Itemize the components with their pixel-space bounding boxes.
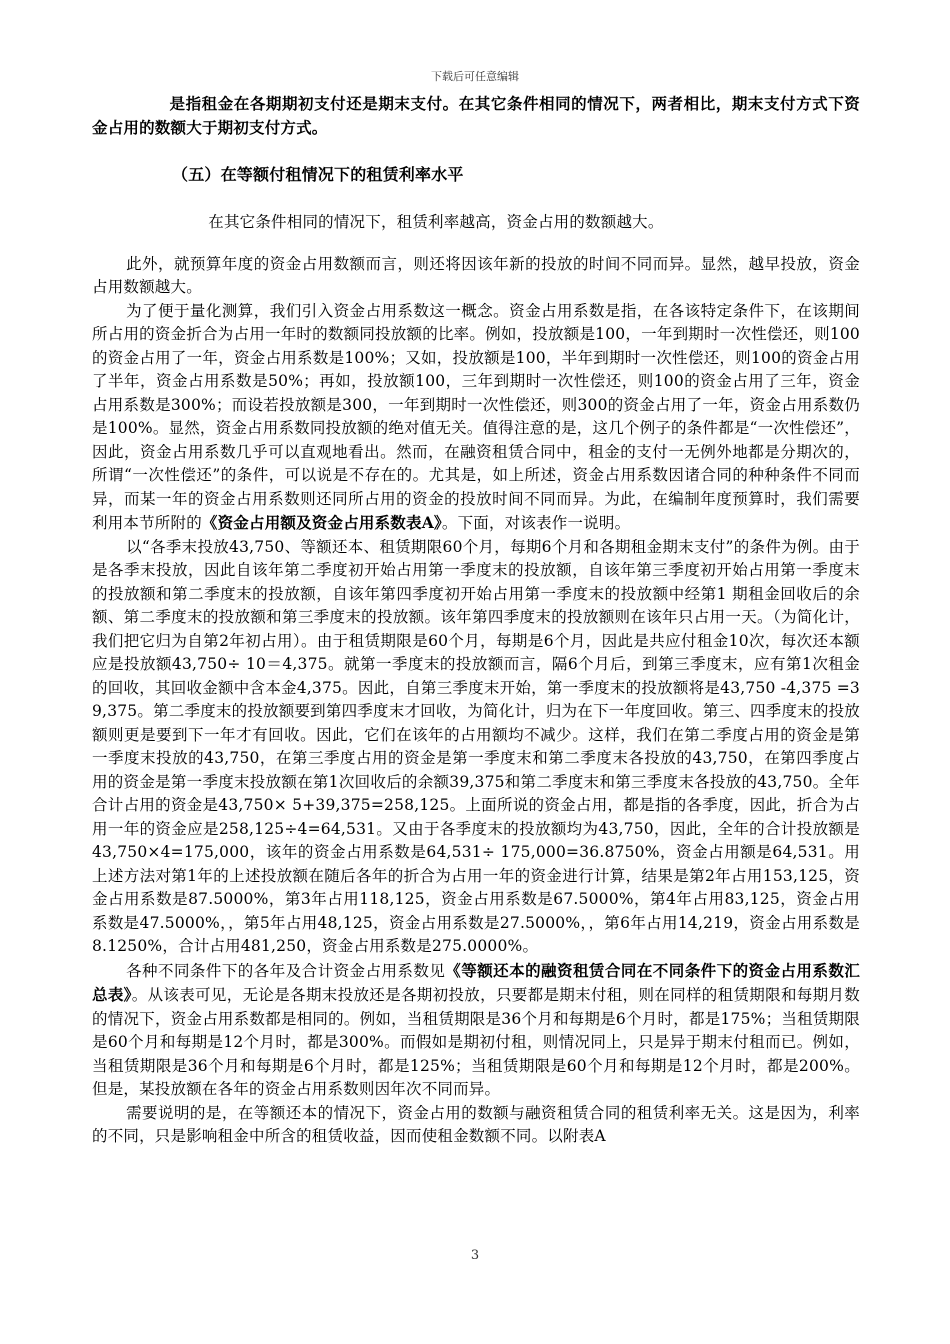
page-number: 3 <box>470 1248 480 1263</box>
paragraph-interest-rate: 在其它条件相同的情况下，租赁利率越高，资金占用的数额越大。 <box>208 213 664 231</box>
paragraph-note: 需要说明的是，在等额还本的情况下，资金占用的数额与融资租赁合同的租赁利率无关。这是因为，利率的不同，只是影响租金中所含的租赁收益，因而使租金数额不同。以附表A <box>92 1103 860 1145</box>
paragraph-summary-table <box>92 959 860 1102</box>
paragraph-text: 。下面，对该表作一说明。 <box>441 514 631 532</box>
summary-table-reference: 《等额还本的融资租赁合同在不同条件下的资金占用系数汇总表》 <box>92 960 860 1004</box>
paragraph-text: 。从该表可见，无论是各期末投放还是各期初投放，只要都是期末付租，则在同样的租赁期限和每期月数的情况下，资金占用系数都是相同的。例如，当租赁期限是36个月和每期是6个月时，都是175%；当租赁期限是60个月和每期是12个月时，都是300%。而假如是期初付租，则情况同上，只是异于期末付租而已。例如，当租赁期限是36个月和每期是6个月时，都是125%；当租赁期限是60个月和每期是12个月时，都是200%。但是，某投放额在各年的资金占用系数则因年次不同而异。 <box>92 986 860 1098</box>
page-header: 下载后可任意编辑 <box>431 70 519 83</box>
paragraph-example: 以“各季末投放43,750、等额还本、租赁期限60个月，每期6个月和各期租金期末支付”的条件为例。由于是各季末投放，因此自该年第二季度初开始占用第一季度末的投放额，自该年第三季度初开始占用第一季度末的投放额和第二季度末的投放额，自该年第四季度初开始占用第一季度末的投放额中经第1 期租金回收后的余额、第二季度末的投放额和第三季度末的投放额。该年第四季度末的投放额则在该年只占用一天。（为简化计，我们把它归为自第2年初占用）。由于租赁期限是60个月，每期是6个月，因此是共应付租金10次，每次还本额应是投放额43,750÷ 10＝4,375。就第一季度末的投放额而言，隔6个月后，到第三季度末，应有第1次租金的回收，其回收金额中含本金4,375。因此，自第三季度末开始，第一季度末的投放额将是43,750 -4,375 =39,375。第二季度末的投放额要到第四季度末才回收，为简化计，归为在下一年度回收。第三、四季度末的投放额则更是要到下一年才有回收。因此，它们在该年的占用额均不减少。这样，我们在第二季度占用的资金是第一季度末投放的43,750，在第三季度占用的资金是第一季度末和第二季度末各投放的43,750，在第四季度占用的资金是第一季度末投放额在第1次回收后的余额39,375和第二季度末和第三季度末各投放的43,750。全年合计占用的资金是43,750× 5+39,375=258,125。上面所说的资金占用，都是指的各季度，因此，折合为占用一年的资金应是258,125÷4=64,531。又由于各季度末的投放额均为43,750，因此，全年的合计投放额是43,750×4=175,000，该年的资金占用系数是64,531÷ 175,000=36.8750%，资金占用额是64,531。用上述方法对第1年的上述投放额在随后各年的折合为占用一年的资金进行计算，结果是第2年占用153,125，资金占用系数是87.5000%，第3年占用118,125，资金占用系数是67.5000%，第4年占用83,125，资金占用系数是47.5000%，，第5年占用48,125，资金占用系数是27.5000%，，第6年占用14,219，资金占用系数是8.1250%，合计占用481,250，资金占用系数是275.0000%。 <box>92 537 860 955</box>
paragraph-text: 各种不同条件下的各年及合计资金占用系数见 <box>126 961 446 980</box>
table-a-reference: 《资金占用额及资金占用系数表A》 <box>201 513 442 532</box>
section-heading: （五）在等额付租情况下的租赁利率水平 <box>172 165 464 184</box>
paragraph-continuation: 是指租金在各期期初支付还是期末支付。在其它条件相同的情况下，两者相比，期末支付方式下资金占用的数额大于期初支付方式。 <box>92 94 860 137</box>
document-body <box>92 92 860 1149</box>
paragraph-text: 为了便于量化测算，我们引入资金占用系数这一概念。资金占用系数是指，在各该特定条件下，在该期间所占用的资金折合为占用一年时的数额同投放额的比率。例如，投放额是100，一年到期时一次性偿还，则100的资金占用了一年，资金占用系数是100%；又如，投放额是100，半年到期时一次性偿还，则100的资金占用了半年，资金占用系数是50%；再如，投放额100，三年到期时一次性偿还，则100的资金占用了三年，资金占用系数是300%；而设若投放额是300，一年到期时一次性偿还，则300的资金占用了一年，资金占用系数仍是100%。显然，资金占用系数同投放额的绝对值无关。值得注意的是，这几个例子的条件都是“一次性偿还”，因此，资金占用系数几乎可以直观地看出。然而，在融资租赁合同中，租金的支付一无例外地都是分期次的，所谓“一次性偿还”的条件，可以说是不存在的。尤其是，如上所述，资金占用系数因诸合同的种种条件不同而异，而某一年的资金占用系数则还同所占用的资金的投放时间不同而异。为此，在编制年度预算时，我们需要利用本节所附的 <box>92 301 860 532</box>
paragraph-budget-year: 此外，就预算年度的资金占用数额而言，则还将因该年新的投放的时间不同而异。显然，越早投放，资金占用数额越大。 <box>92 254 860 296</box>
paragraph-occupancy-coefficient <box>92 300 860 536</box>
